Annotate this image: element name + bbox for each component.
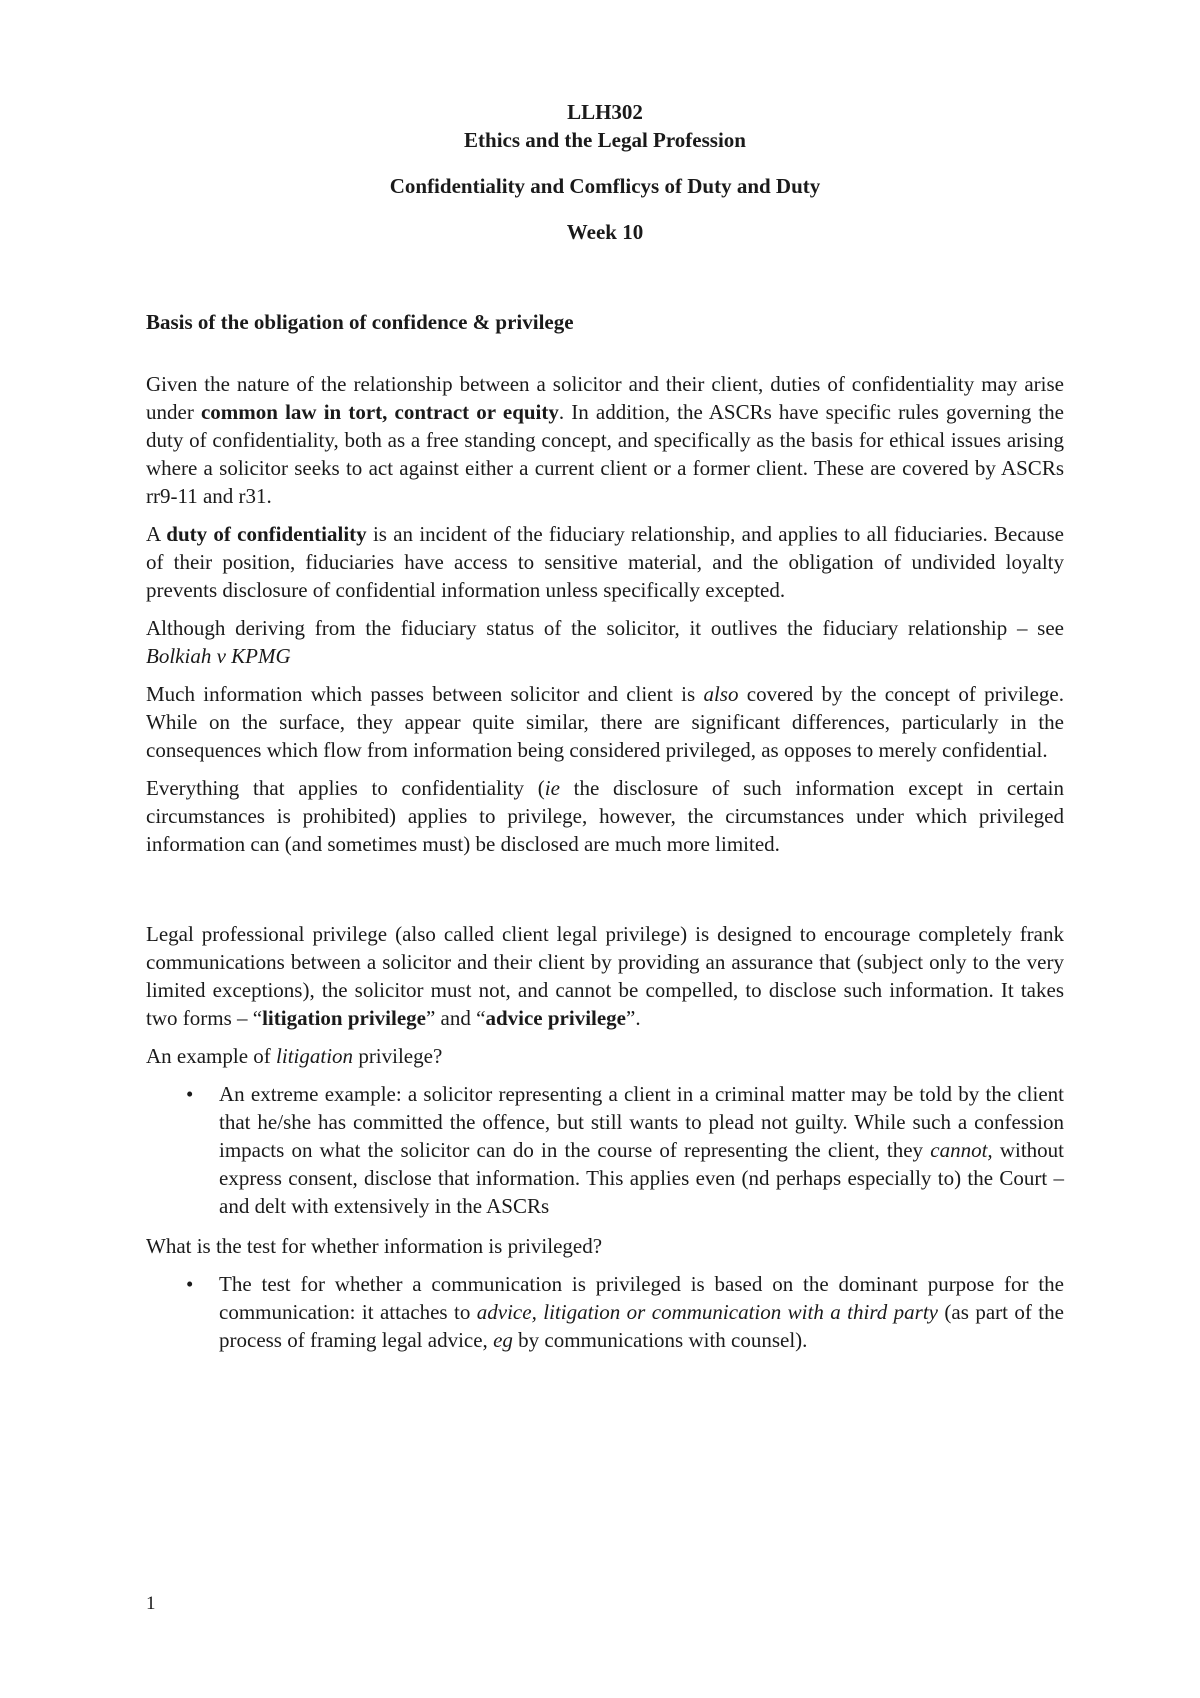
topic-title: Confidentiality and Comflicys of Duty and Duty — [389, 174, 821, 198]
document-body — [146, 98, 1064, 1366]
bullet-icon: • — [186, 1082, 194, 1106]
course-code: LLH302 — [567, 100, 643, 124]
paragraph-duty-of-confidentiality: A duty of confidentiality is an incident of the fiduciary relationship, and applies to all fiduciaries. Because of their position, fiduciaries have access to sensitive material, and the obligation of undivided loyalty prevents disclosure of confidential information unless specifically excepted. — [146, 522, 1064, 602]
paragraph-legal-professional-privilege: Legal professional privilege (also called client legal privilege) is designed to encourage completely frank communications between a solicitor and their client by providing an assurance that (subject only to the very limited exceptions), the solicitor must not, and cannot be compelled, to disclose such information. It takes two forms – “litigation privilege” and “advice privilege”. — [146, 922, 1064, 1030]
paragraph-common-law: Given the nature of the relationship between a solicitor and their client, duties of confidentiality may arise under common law in tort, contract or equity. In addition, the ASCRs have specific rules governing the duty of confidentiality, both as a free standing concept, and specifically as the basis for ethical issues arising where a solicitor seeks to act against either a current client or a former client. These are covered by ASCRs rr9-11 and r31. — [146, 372, 1064, 508]
paragraph-outlives-relationship: Although deriving from the fiduciary status of the solicitor, it outlives the fiduciary relationship – see Bolkiah v KPMG — [146, 616, 1064, 668]
week-label: Week 10 — [566, 220, 644, 244]
page-number: 1 — [146, 1593, 156, 1614]
paragraph-confidentiality-vs-privilege: Everything that applies to confidentiality (ie the disclosure of such information except in certain circumstances is prohibited) applies to privilege, however, the circumstances under which privileged information can (and sometimes must) be disclosed are much more limited. — [146, 776, 1064, 856]
course-title: Ethics and the Legal Profession — [464, 128, 746, 152]
question-privilege-test: What is the test for whether information is privileged? — [146, 1234, 603, 1258]
question-litigation-example: An example of litigation privilege? — [146, 1044, 443, 1068]
paragraph-privilege-concept: Much information which passes between solicitor and client is also covered by the concept of privilege. While on the surface, they appear quite similar, there are significant differences, particularly in the consequences which flow from information being considered privileged, as opposes to merely confidential. — [146, 682, 1064, 762]
list-item: • An extreme example: a solicitor representing a client in a criminal matter may be told by the client that he/she has committed the offence, but still wants to plead not guilty. While such a confession impacts on what the solicitor can do in the course of representing the client, they cannot, without express consent, disclose that information. This applies even (nd perhaps especially to) the Court – and delt with extensively in the ASCRs — [186, 1082, 1065, 1218]
list-item: • The test for whether a communication is privileged is based on the dominant purpose for the communication: it attaches to advice, litigation or communication with a third party (as part of the process of framing legal advice, eg by communications with counsel). — [186, 1272, 1064, 1352]
section-heading: Basis of the obligation of confidence & privilege — [146, 310, 574, 334]
bullet-icon: • — [186, 1272, 194, 1296]
